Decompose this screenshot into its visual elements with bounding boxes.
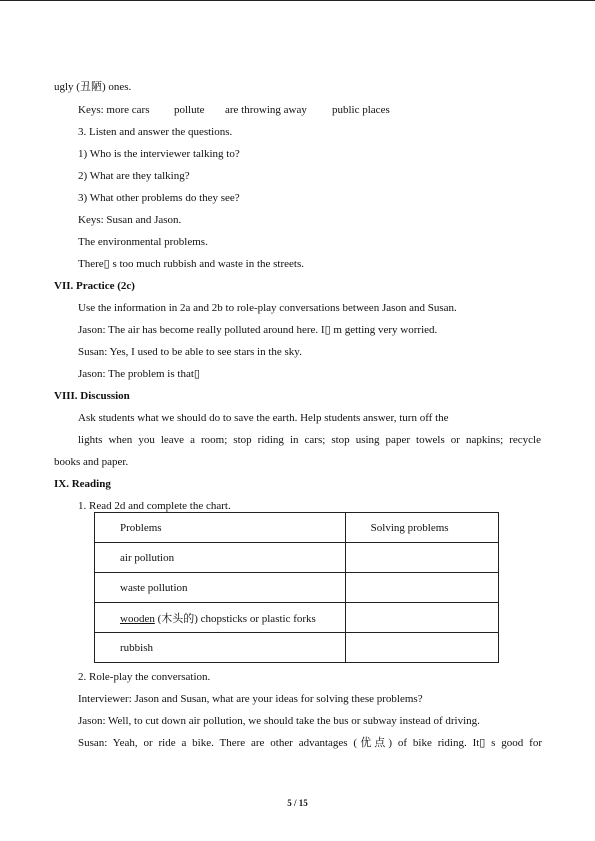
table-row <box>95 633 499 663</box>
table-header-row <box>95 513 499 543</box>
section-heading: VII. Practice (2c) <box>54 280 135 292</box>
text-line: Susan: Yeah, or ride a bike. There are other advantages (优点) of bike riding. It▯ s good for <box>78 737 542 749</box>
question-line: 1) Who is the interviewer talking to? <box>78 148 240 160</box>
text-line: Susan: Yes, I used to be able to see stars in the sky. <box>78 346 302 358</box>
table-cell-empty[interactable] <box>345 633 498 663</box>
text-line: lights when you leave a room; stop riding in cars; stop using paper towels or napkins; recycle <box>78 434 541 446</box>
table-cell-empty[interactable] <box>345 573 498 603</box>
key-item: Keys: more cars <box>78 104 150 116</box>
table-cell-empty[interactable] <box>345 603 498 633</box>
table-header: Solving problems <box>345 513 498 543</box>
problems-chart <box>94 512 499 663</box>
question-line: 2) What are they talking? <box>78 170 190 182</box>
question-line: 3) What other problems do they see? <box>78 192 240 204</box>
text-line: Use the information in 2a and 2b to role-play conversations between Jason and Susan. <box>78 302 457 314</box>
table-cell: waste pollution <box>95 573 346 603</box>
key-item: public places <box>332 104 390 116</box>
section-heading: IX. Reading <box>54 478 111 490</box>
table-cell <box>95 603 346 633</box>
text-line: Ask students what we should do to save the earth. Help students answer, turn off the <box>78 412 449 424</box>
text-line: books and paper. <box>54 456 129 468</box>
text-line: ugly (丑陋) ones. <box>54 81 132 93</box>
table-cell: rubbish <box>95 633 346 663</box>
section-heading: VIII. Discussion <box>54 390 130 402</box>
text-line: Jason: The problem is that▯ <box>78 368 200 380</box>
table-row <box>95 543 499 573</box>
text-line: Jason: Well, to cut down air pollution, we should take the bus or subway instead of driving. <box>78 715 480 727</box>
text-line: Jason: The air has become really polluted around here. I▯ m getting very worried. <box>78 324 438 336</box>
answer-line: The environmental problems. <box>78 236 208 248</box>
key-item: are throwing away <box>225 104 307 116</box>
answer-line: Keys: Susan and Jason. <box>78 214 182 226</box>
underlined-word: wooden <box>120 612 155 625</box>
answer-line: There▯ s too much rubbish and waste in the streets. <box>78 258 304 270</box>
table-header: Problems <box>95 513 346 543</box>
text-line: Interviewer: Jason and Susan, what are your ideas for solving these problems? <box>78 693 423 705</box>
table-row <box>95 573 499 603</box>
keys-line <box>78 103 390 117</box>
cell-text: (木头的) chopsticks or plastic forks <box>154 612 316 625</box>
text-line: 1. Read 2d and complete the chart. <box>78 500 231 512</box>
page-number: 5 / 15 <box>287 798 308 808</box>
table-cell: air pollution <box>95 543 346 573</box>
table-cell-empty[interactable] <box>345 543 498 573</box>
top-rule <box>0 0 595 1</box>
table-row <box>95 603 499 633</box>
text-line: 3. Listen and answer the questions. <box>78 126 233 138</box>
key-item: pollute <box>174 104 205 116</box>
text-line: 2. Role-play the conversation. <box>78 671 211 683</box>
